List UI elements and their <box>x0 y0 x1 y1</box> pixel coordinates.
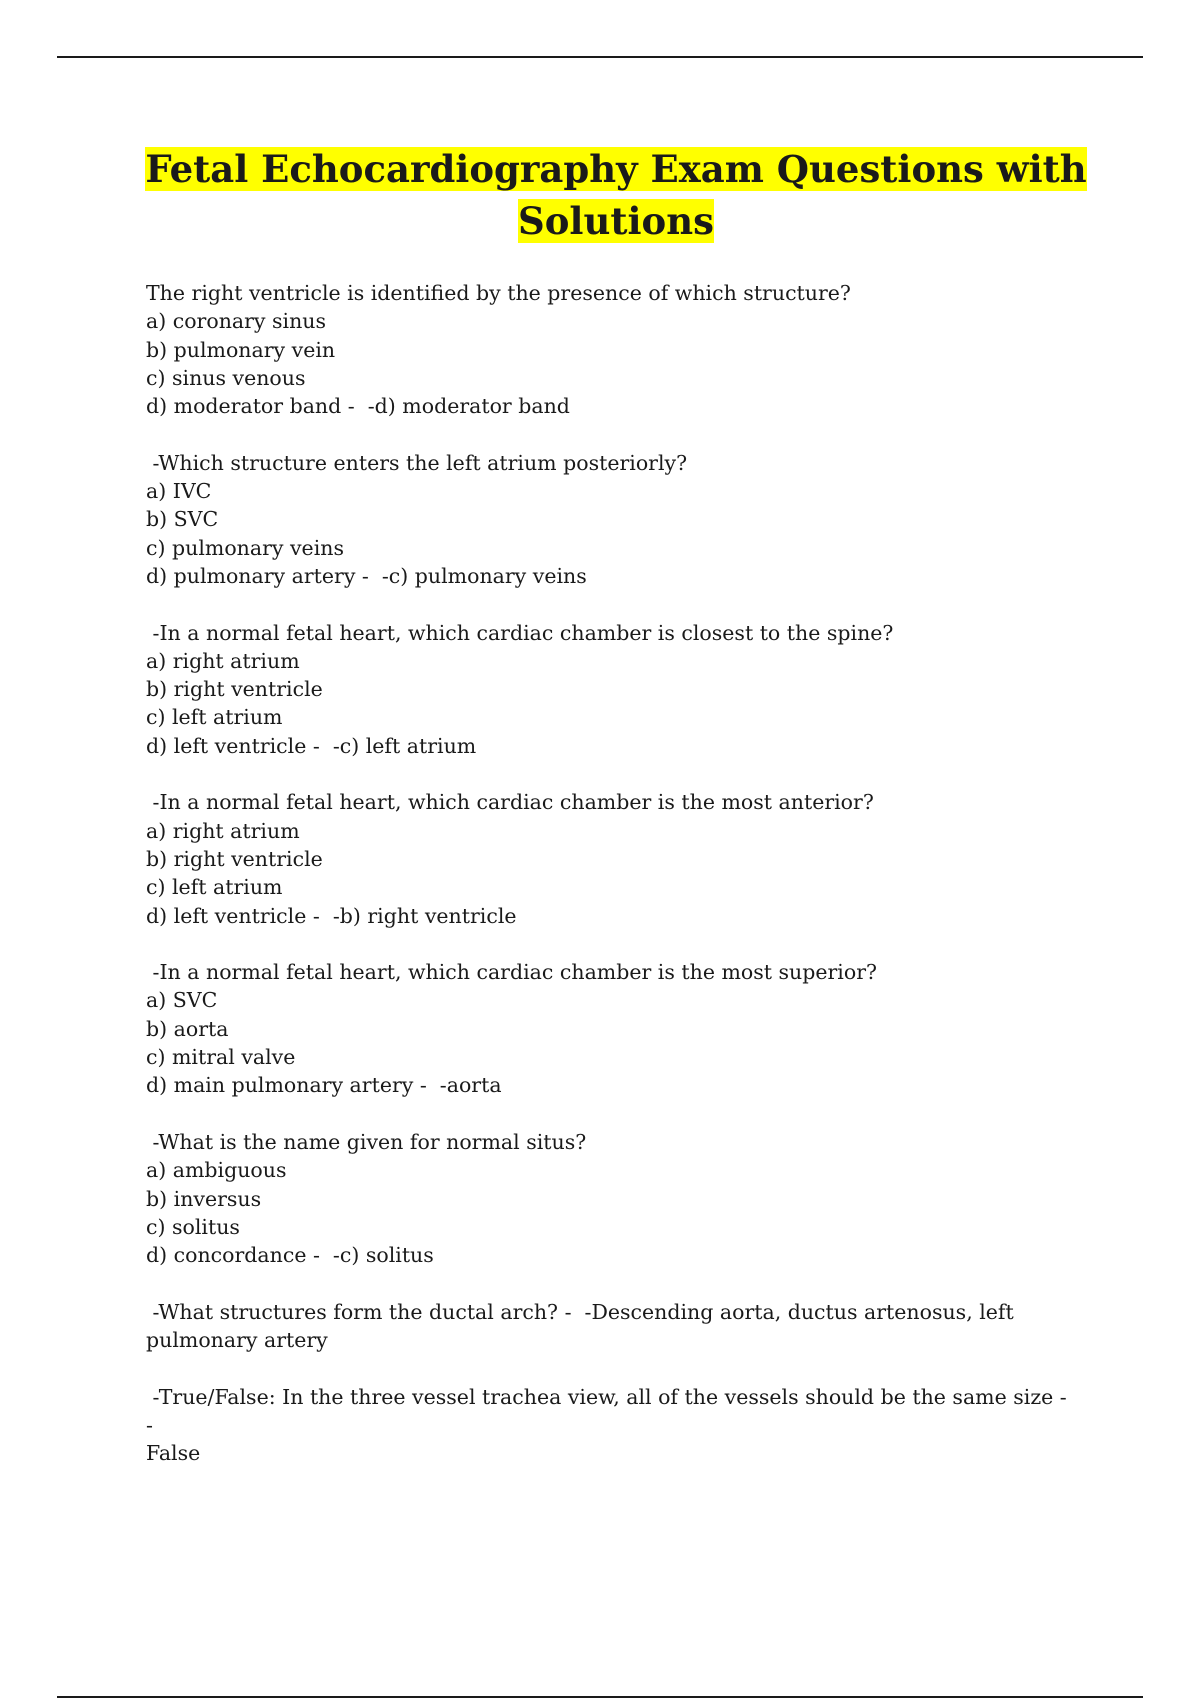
question-block <box>146 1383 1086 1468</box>
answer-option: d) pulmonary artery - -c) pulmonary veins <box>146 563 587 588</box>
answer-option: b) right ventricle <box>146 677 323 702</box>
answer-option: a) coronary sinus <box>146 309 327 334</box>
answer-option: d) concordance - -c) solitus <box>146 1243 434 1268</box>
footer-rule <box>57 1696 1143 1698</box>
question-text: -True/False: In the three vessel trachea view, all of the vessels should be the same size - - <box>146 1384 1080 1437</box>
question-answer: False <box>146 1441 201 1466</box>
answer-option: b) right ventricle <box>146 846 323 871</box>
title-line-1: Fetal Echocardiography Exam Questions with <box>145 147 1087 191</box>
answer-option: a) ambiguous <box>146 1158 287 1183</box>
answer-option: d) left ventricle - -c) left atrium <box>146 733 477 758</box>
header-rule <box>57 56 1143 58</box>
question-block <box>146 958 1086 1099</box>
answer-option: b) SVC <box>146 507 219 532</box>
question-text: -In a normal fetal heart, which cardiac chamber is the most anterior? <box>146 790 874 815</box>
answer-option: a) right atrium <box>146 818 300 843</box>
question-text-continued: pulmonary artery <box>146 1327 328 1352</box>
question-text: The right ventricle is identified by the presence of which structure? <box>146 281 851 305</box>
answer-option: d) moderator band - -d) moderator band <box>146 394 570 419</box>
answer-option: c) mitral valve <box>146 1045 296 1070</box>
question-text: -In a normal fetal heart, which cardiac chamber is the most superior? <box>146 960 877 985</box>
answer-option: c) sinus venous <box>146 365 306 390</box>
question-block <box>146 1128 1086 1269</box>
answer-option: b) inversus <box>146 1186 262 1211</box>
question-text: -What structures form the ductal arch? - -Descending aorta, ductus artenosus, left <box>146 1299 1014 1324</box>
questions-list <box>146 279 1086 1496</box>
page-title <box>100 143 1132 247</box>
answer-option: a) IVC <box>146 479 212 504</box>
answer-option: a) SVC <box>146 988 218 1013</box>
answer-option: c) solitus <box>146 1214 240 1239</box>
answer-option: c) left atrium <box>146 875 283 900</box>
question-text: -What is the name given for normal situs? <box>146 1129 587 1154</box>
question-block <box>146 279 1086 420</box>
answer-option: b) pulmonary vein <box>146 337 336 362</box>
answer-option: b) aorta <box>146 1016 229 1041</box>
answer-option: a) right atrium <box>146 648 300 673</box>
question-block <box>146 449 1086 590</box>
title-line-2: Solutions <box>518 199 714 243</box>
question-block <box>146 788 1086 929</box>
answer-option: d) left ventricle - -b) right ventricle <box>146 903 517 928</box>
answer-option: d) main pulmonary artery - -aorta <box>146 1073 502 1098</box>
question-text: -Which structure enters the left atrium posteriorly? <box>146 450 688 475</box>
answer-option: c) left atrium <box>146 705 283 730</box>
answer-option: c) pulmonary veins <box>146 535 344 560</box>
question-text: -In a normal fetal heart, which cardiac chamber is closest to the spine? <box>146 620 894 645</box>
question-block <box>146 619 1086 760</box>
question-block <box>146 1298 1086 1355</box>
